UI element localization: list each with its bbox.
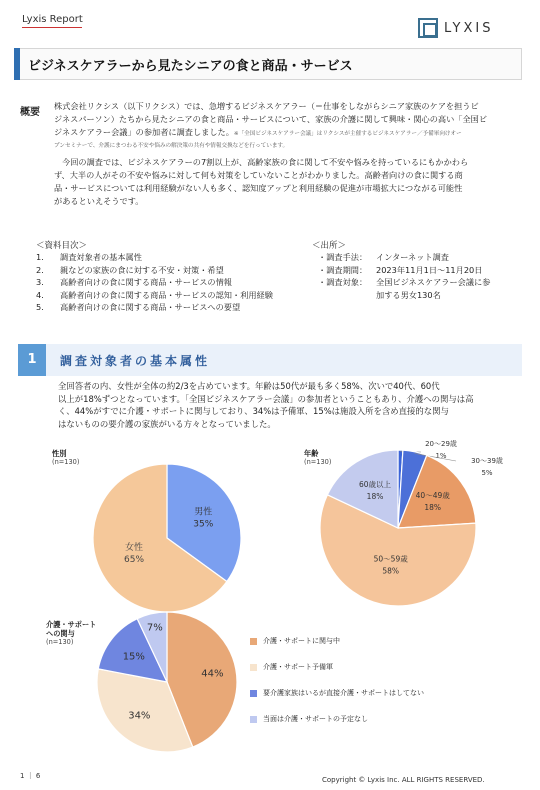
slice-label: 50～59歳 — [373, 554, 408, 564]
legend-label: 介護・サポートに関与中 — [263, 637, 340, 645]
overview-line-text: ジネスケアラー会議」の参加者に調査しました。 — [54, 127, 234, 137]
legend-label: 介護・サポート予備軍 — [263, 663, 333, 671]
summary-line: 全回答者の内、女性が全体の約2/3を占めています。年齢は50代が最も多く58%、次いで40代、60代 — [58, 381, 440, 391]
gender-pie-chart — [93, 464, 241, 612]
slice-value-label: 5% — [481, 469, 493, 477]
page-title: ビジネスケアラーから見たシニアの食と商品・サービス — [28, 59, 353, 74]
overview-note: プンセミナーで、介護にまつわる不安や悩みの解決策の共有や情報交換などを行っています。 — [54, 143, 289, 149]
legend-item — [250, 628, 424, 654]
slice-value-label: 65% — [124, 554, 145, 565]
toc-num: 1. — [36, 252, 44, 262]
source-value: インターネット調査 — [376, 252, 449, 262]
gender-chart-n: (n=130) — [52, 458, 80, 466]
summary-line: 以上が18%ずつとなっています。「全国ビジネスケアラー会議」の参加者ということもあり、介護への関与は高 — [58, 393, 474, 404]
toc-text: 高齢者向けの食に関する商品・サービスへの要望 — [60, 302, 241, 312]
source-key: ・調査対象： — [318, 277, 368, 287]
age-chart-title: 年齢 — [304, 449, 319, 458]
source-heading: ＜出所＞ — [312, 241, 347, 251]
slice-label: 男性 — [194, 507, 213, 518]
toc-num: 2. — [36, 264, 44, 275]
age-pie-chart — [320, 439, 503, 606]
source-key: ・調査期間： — [318, 264, 368, 275]
slice-label: 女性 — [125, 542, 144, 553]
toc-num: 3. — [36, 277, 44, 287]
care-chart-title: への関与 — [46, 629, 75, 638]
slice-value-label: 44% — [201, 668, 224, 680]
legend-label: 要介護家族はいるが直接介護・サポートはしてない — [263, 689, 424, 697]
slice-label: 60歳以上 — [358, 479, 392, 489]
toc-heading: ＜資料目次＞ — [36, 241, 88, 251]
legend-item — [250, 680, 424, 706]
toc-num: 4. — [36, 289, 44, 300]
gender-chart-title: 性別 — [52, 449, 67, 458]
toc-text: 高齢者向けの食に関する商品・サービスの認知・利用経験 — [60, 289, 273, 300]
source-value: 2023年11月1日～11月20日 — [376, 264, 483, 275]
overview-line: ず、大半の人がその不安や悩みに対して何も対策をしていないことがわかりました。高齢者向けの食に関する商 — [54, 170, 463, 180]
page-number: 1 ｜ 6 — [20, 772, 41, 780]
source-key: ・調査手法： — [318, 252, 368, 262]
overview-label: 概要 — [20, 107, 40, 118]
toc-text: 高齢者向けの食に関する商品・サービスの情報 — [60, 277, 232, 287]
care-chart-title: 介護・サポート — [46, 620, 97, 629]
copyright: Copyright © Lyxis Inc. ALL RIGHTS RESERVED. — [322, 776, 485, 784]
legend-swatch — [250, 716, 257, 723]
legend-item — [250, 654, 424, 680]
summary-line: はないものの要介護の家族がいる方々となっていました。 — [58, 418, 276, 429]
slice-value-label: 1% — [435, 452, 447, 460]
legend-swatch — [250, 664, 257, 671]
overview-line: があるといえそうです。 — [54, 196, 144, 206]
care-pie-chart — [97, 612, 237, 752]
slice-value-label: 35% — [193, 519, 214, 530]
legend-item — [250, 706, 424, 732]
section-1-number: 1 — [18, 344, 46, 376]
logo-text: LYXIS — [444, 20, 494, 36]
slice-value-label: 15% — [122, 651, 145, 663]
slice-label: 30～39歳 — [471, 457, 503, 465]
slice-label: 20～29歳 — [425, 440, 457, 448]
slice-value-label: 18% — [424, 502, 442, 512]
source-value: 加する男女130名 — [376, 289, 441, 300]
toc-num: 5. — [36, 302, 44, 312]
source-value: 全国ビジネスケアラー会議に参 — [376, 277, 491, 287]
legend-label: 当面は介護・サポートの予定なし — [263, 715, 368, 723]
report-brand: Lyxis Report — [22, 14, 83, 25]
care-chart-n: (n=130) — [46, 638, 74, 646]
overview-line: ジネスパーソン）たちから見たシニアの食と商品・サービスについて、家族の介護に関して興味・関心の高い「全国ビ — [54, 114, 488, 124]
slice-value-label: 58% — [382, 566, 400, 576]
overview-line: 今回の調査では、ビジネスケアラーの7割以上が、高齢家族の食に関して不安や悩みを持っているにもかかわら — [62, 157, 469, 167]
care-chart-legend — [250, 628, 424, 732]
slice-value-label: 34% — [128, 710, 151, 722]
legend-swatch — [250, 638, 257, 645]
slice-label: 40～49歳 — [415, 490, 450, 500]
overview-line: 品・サービスについては利用経験がない人も多く、認知度アップと利用経験の促進が市場拡大につながる可能性 — [54, 183, 463, 193]
toc-text: 親などの家族の食に対する不安・対策・希望 — [60, 264, 224, 275]
section-1-title: 調査対象者の基本属性 — [60, 354, 211, 368]
summary-line: く、44%がすでに介護・サポートに関与しており、34%は予備軍、15%は施設入所を含め直接的な関与 — [58, 406, 449, 416]
toc-text: 調査対象者の基本属性 — [60, 252, 142, 262]
age-chart-n: (n=130) — [304, 458, 332, 466]
slice-value-label: 7% — [146, 622, 163, 634]
legend-swatch — [250, 690, 257, 697]
overview-note: ※「全国ビジネスケアラー会議」はリクシスが主催するビジネスケアラー／予備軍向けオー — [233, 131, 462, 137]
overview-line: 株式会社リクシス（以下リクシス）では、急増するビジネスケアラー（＝仕事をしながらシニア家族のケアを担うビ — [54, 101, 479, 111]
slice-value-label: 18% — [366, 491, 384, 501]
